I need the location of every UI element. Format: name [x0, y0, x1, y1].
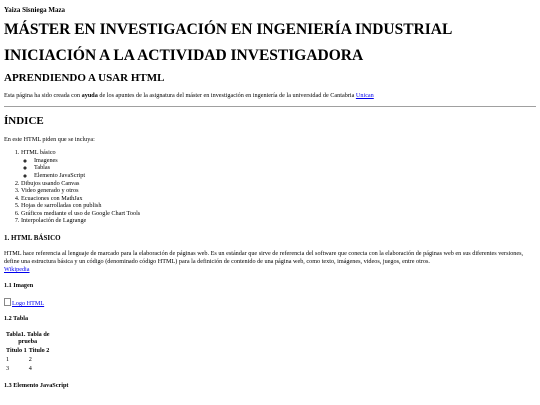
index-subitem: ◦ Elemento JavaScript [34, 172, 536, 180]
index-item: 3. Video generado y otros [21, 187, 536, 195]
section-imagen-heading: 1.1 Imagen [4, 282, 34, 290]
broken-image-icon [4, 298, 11, 306]
table-cell: 3 [6, 365, 10, 373]
wikipedia-link[interactable]: Wikipedia [4, 266, 30, 274]
table-row [6, 356, 49, 363]
section-html-basico-body: HTML hace referencia al lenguaje de marcado para la elaboración de páginas web. Es un estándar que sirve de referencia del software que conecta con la elaboración de páginas web en sus diferentes versiones, define una estructura básica y un código (denominado código HTML) para la definición de contenido de una página web, como texto, imágenes, videos, juegos, entre otros. [4, 249, 524, 265]
logo-html-image[interactable] [4, 298, 536, 307]
section-tabla-heading: 1.2 Tabla [4, 315, 29, 323]
table-row [6, 365, 49, 372]
index-sublist [21, 157, 536, 180]
table-cell: 1 [6, 356, 10, 364]
intro-text-before: Esta página ha sido creada con [4, 92, 82, 100]
unican-link[interactable]: Unican [355, 92, 374, 100]
author-name: Yaiza Sisniega Maza [4, 6, 66, 14]
index-heading: ÍNDICE [4, 115, 44, 128]
index-item: 4. Ecuaciones con MathJax [21, 195, 536, 203]
index-item-label: HTML básico [21, 149, 56, 157]
table-cell: 4 [28, 365, 32, 373]
table-header-row [6, 347, 49, 354]
intro-bold-word: ayuda [81, 92, 98, 100]
table-cell: 2 [28, 356, 32, 364]
index-subitem: ◦ Imagenes [34, 157, 536, 165]
index-item [21, 149, 536, 179]
table-header-cell: Titulo 2 [28, 347, 50, 355]
table-header-cell: Titulo 1 [6, 347, 27, 355]
index-item: 2. Dibujos usando Canvas [21, 180, 536, 188]
intro-paragraph [4, 92, 536, 99]
index-list [4, 149, 536, 225]
section-html-basico-heading: 1. HTML BÁSICO [4, 233, 61, 242]
sample-table [4, 331, 51, 374]
section-javascript-heading: 1.3 Elemento JavaScript [4, 382, 69, 390]
index-item: 7. Interpolación de Lagrange [21, 217, 536, 225]
course-title: INICIACIÓN A LA ACTIVIDAD INVESTIGADORA [4, 47, 364, 65]
table-caption: Tabla1. Tabla de prueba [5, 331, 50, 346]
divider [4, 106, 536, 107]
intro-text-after: de los apuntes de la asignatura del máster en investigación en ingeniería de la universidad de Cantabria [97, 92, 356, 100]
index-item: 5. Hojas de sarrolladas con publish [21, 202, 536, 210]
master-title: MÁSTER EN INVESTIGACIÓN EN INGENIERÍA INDUSTRIAL [4, 21, 453, 38]
page-subtitle: APRENDIENDO A USAR HTML [4, 72, 165, 85]
section-html-basico-text [4, 250, 536, 274]
logo-html-alt-link[interactable]: Logo HTML [12, 300, 45, 308]
index-subitem: ◦ Tablas [34, 164, 536, 172]
index-lead: En este HTML piden que se incluya: [4, 136, 95, 144]
index-item: 6. Gráficos mediante el uso de Google Chart Tools [21, 210, 536, 218]
